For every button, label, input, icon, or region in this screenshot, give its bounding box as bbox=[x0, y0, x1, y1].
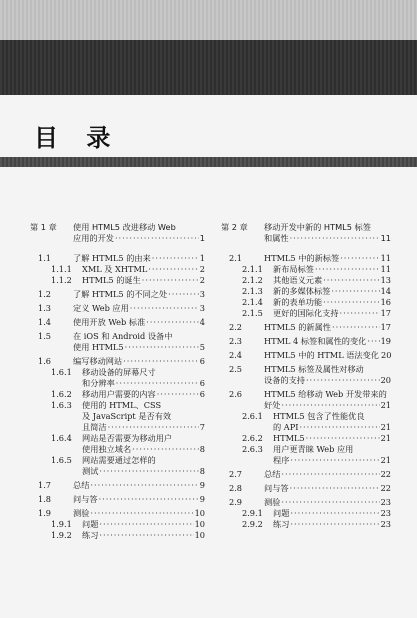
leader-dots bbox=[323, 297, 379, 308]
toc-entry-number: 1.1.2 bbox=[51, 275, 72, 285]
toc-entry-number: 1.5 bbox=[38, 331, 52, 341]
toc-entry-title: HTML5 标签及属性对移动 bbox=[264, 364, 364, 374]
toc-entry-number: 1.9.1 bbox=[51, 519, 72, 529]
toc-entry-title: 应用的开发 bbox=[73, 233, 114, 243]
toc-entry-title: 的 API bbox=[273, 422, 299, 432]
toc-entry-page: 3 bbox=[199, 303, 205, 313]
toc-entry-title: 及 JavaScript 是否有效 bbox=[82, 411, 172, 421]
toc-entry bbox=[221, 483, 391, 494]
toc-entry-title: HTML5 中的新标签 bbox=[264, 253, 340, 263]
toc-entry-page: 16 bbox=[380, 297, 391, 307]
toc-entry-number: 2.6 bbox=[229, 389, 243, 399]
toc-entry bbox=[221, 264, 391, 275]
toc-entry-title: 和属性 bbox=[264, 233, 289, 243]
toc-entry-title: 在 iOS 和 Android 设备中 bbox=[73, 331, 173, 341]
toc-entry-title: 问与答 bbox=[264, 483, 289, 493]
toc-entry-title: HTML5 给移动 Web 开发带来的 bbox=[264, 389, 387, 399]
leader-dots bbox=[331, 286, 379, 297]
toc-entry-number: 2.4 bbox=[229, 350, 243, 360]
toc-entry-title: 更好的国际化支持 bbox=[273, 308, 339, 318]
toc-entry-page: 22 bbox=[380, 469, 391, 479]
toc-entry-title: 好处 bbox=[264, 400, 281, 410]
toc-entry-title: 程序 bbox=[273, 455, 290, 465]
toc-entry-number: 2.1.1 bbox=[242, 264, 263, 274]
toc-entry bbox=[221, 286, 391, 297]
toc-entry-page: 8 bbox=[199, 466, 205, 476]
toc-entry-page: 23 bbox=[380, 519, 391, 529]
toc-entry-number: 1.9 bbox=[38, 508, 52, 518]
leader-dots bbox=[168, 289, 199, 300]
leader-dots bbox=[299, 422, 379, 433]
toc-entry bbox=[221, 322, 391, 333]
toc-entry bbox=[221, 411, 391, 433]
toc-entry-page: 8 bbox=[199, 444, 205, 454]
toc-entry-title: 新的表单功能 bbox=[273, 297, 323, 307]
toc-entry-number: 2.9 bbox=[229, 497, 243, 507]
toc-entry-title: 使用 HTML5 bbox=[73, 342, 124, 352]
toc-entry-number: 2.6.3 bbox=[242, 444, 263, 454]
toc-entry-page: 4 bbox=[199, 317, 205, 327]
toc-entry-page: 9 bbox=[199, 480, 205, 490]
leader-dots bbox=[157, 389, 199, 400]
toc-entry-number: 1.3 bbox=[38, 303, 52, 313]
toc-entry-title: 其他语义元素 bbox=[273, 275, 323, 285]
leader-dots bbox=[146, 317, 199, 328]
toc-entry bbox=[30, 519, 205, 530]
toc-entry-number: 1.6.5 bbox=[51, 455, 72, 465]
leader-dots bbox=[148, 264, 198, 275]
toc-entry-page: 20 bbox=[381, 350, 392, 360]
toc-entry-number: 2.1.2 bbox=[242, 275, 263, 285]
toc-entry-title: 使用的 HTML、CSS bbox=[82, 400, 162, 410]
leader-dots bbox=[108, 422, 199, 433]
leader-dots bbox=[125, 342, 199, 353]
toc-entry-number: 2.7 bbox=[229, 469, 243, 479]
toc-entry-page: 10 bbox=[194, 519, 205, 529]
toc-entry bbox=[30, 455, 205, 477]
toc-entry-title: HTML5 中的 HTML 语法变化 bbox=[264, 350, 379, 360]
toc-entry-number: 第 1 章 bbox=[30, 222, 57, 232]
toc-entry-title: 了解 HTML5 的不同之处 bbox=[73, 289, 168, 299]
toc-entry-page: 2 bbox=[199, 275, 205, 285]
toc-entry bbox=[30, 508, 205, 519]
toc-heading: 目 录 bbox=[34, 124, 121, 152]
toc-entry-title: 和分辨率 bbox=[82, 378, 115, 388]
toc-entry-title: 网站是否需要为移动用户 bbox=[82, 433, 173, 443]
leader-dots bbox=[281, 469, 379, 480]
toc-entry-number: 1.1 bbox=[38, 253, 52, 263]
toc-entry-page: 10 bbox=[194, 530, 205, 540]
toc-entry bbox=[30, 367, 205, 389]
toc-entry-page: 10 bbox=[194, 508, 205, 518]
leader-dots bbox=[306, 375, 380, 386]
toc-entry-title: 编写移动网站 bbox=[73, 356, 123, 366]
leader-dots bbox=[152, 253, 199, 264]
toc-entry-page: 21 bbox=[380, 422, 391, 432]
leader-dots bbox=[115, 233, 199, 244]
toc-entry bbox=[221, 469, 391, 480]
heading-rule bbox=[0, 157, 417, 167]
toc-entry-title: 使用 HTML5 改进移动 Web bbox=[73, 222, 176, 232]
toc-entry-page: 23 bbox=[380, 497, 391, 507]
toc-entry-page: 20 bbox=[380, 375, 391, 385]
toc-entry-title: 新布局标签 bbox=[273, 264, 314, 274]
leader-dots bbox=[290, 508, 379, 519]
toc-entry-number: 1.6.3 bbox=[51, 400, 72, 410]
toc-entry-number: 1.7 bbox=[38, 480, 52, 490]
toc-entry bbox=[30, 275, 205, 286]
toc-entry-title: 问题 bbox=[273, 508, 290, 518]
toc-entry bbox=[30, 480, 205, 491]
toc-entry-page: 22 bbox=[380, 483, 391, 493]
header-band-light bbox=[0, 0, 417, 40]
toc-entry-page: 19 bbox=[380, 336, 391, 346]
leader-dots bbox=[315, 264, 380, 275]
toc-entry-page: 9 bbox=[199, 494, 205, 504]
toc-entry-number: 1.1.1 bbox=[51, 264, 72, 274]
toc-entry-page: 1 bbox=[199, 253, 205, 263]
toc-entry-title: 定义 Web 应用 bbox=[73, 303, 129, 313]
toc-entry-number: 1.6 bbox=[38, 356, 52, 366]
toc-entry bbox=[30, 400, 205, 433]
toc-entry-number: 1.9.2 bbox=[51, 530, 72, 540]
toc-entry bbox=[221, 497, 391, 508]
leader-dots bbox=[90, 480, 198, 491]
toc-entry-title: 练习 bbox=[82, 530, 99, 540]
leader-dots bbox=[290, 519, 379, 530]
toc-entry-number: 2.6.1 bbox=[242, 411, 263, 421]
toc-entry-title: 总结 bbox=[264, 469, 281, 479]
leader-dots bbox=[142, 275, 199, 286]
leader-dots bbox=[367, 336, 379, 347]
leader-dots bbox=[132, 444, 199, 455]
toc-entry-number: 2.9.1 bbox=[242, 508, 263, 518]
toc-entry bbox=[221, 222, 391, 244]
toc-entry-title: 测验 bbox=[73, 508, 90, 518]
leader-dots bbox=[116, 378, 199, 389]
toc-entry-page: 6 bbox=[199, 378, 205, 388]
leader-dots bbox=[290, 455, 379, 466]
toc-entry-page: 17 bbox=[380, 322, 391, 332]
toc-entry-number: 1.4 bbox=[38, 317, 52, 327]
toc-entry bbox=[221, 433, 391, 444]
leader-dots bbox=[281, 497, 379, 508]
toc-entry bbox=[30, 253, 205, 264]
toc-entry-page: 3 bbox=[199, 289, 205, 299]
toc-entry-page: 17 bbox=[380, 308, 391, 318]
toc-entry-title: 练习 bbox=[273, 519, 290, 529]
toc-entry-number: 2.1 bbox=[229, 253, 243, 263]
leader-dots bbox=[306, 433, 380, 444]
toc-entry-title: 测试 bbox=[82, 466, 99, 476]
toc-entry-number: 2.9.2 bbox=[242, 519, 263, 529]
leader-dots bbox=[281, 400, 379, 411]
toc-entry-page: 5 bbox=[199, 342, 205, 352]
toc-entry-number: 2.5 bbox=[229, 364, 243, 374]
toc-entry-page: 23 bbox=[380, 508, 391, 518]
toc-entry bbox=[30, 433, 205, 455]
toc-entry bbox=[30, 331, 205, 353]
leader-dots bbox=[290, 233, 380, 244]
leader-dots bbox=[99, 494, 199, 505]
toc-entry bbox=[221, 308, 391, 319]
leader-dots bbox=[340, 308, 380, 319]
toc-entry-title: 使用独立域名 bbox=[82, 444, 132, 454]
toc-entry-title: 移动设备的屏幕尺寸 bbox=[82, 367, 156, 377]
toc-entry-title: 问题 bbox=[82, 519, 99, 529]
toc-entry-number: 1.8 bbox=[38, 494, 52, 504]
toc-entry-title: 问与答 bbox=[73, 494, 98, 504]
toc-entry-title: 新的多媒体标签 bbox=[273, 286, 331, 296]
toc-entry-number: 2.3 bbox=[229, 336, 243, 346]
leader-dots bbox=[340, 253, 379, 264]
toc-entry bbox=[30, 317, 205, 328]
toc-entry-number: 1.2 bbox=[38, 289, 52, 299]
toc-entry bbox=[221, 508, 391, 519]
toc-entry bbox=[30, 356, 205, 367]
toc-entry-page: 7 bbox=[199, 422, 205, 432]
toc-entry-page: 1 bbox=[199, 233, 205, 243]
toc-entry-number: 第 2 章 bbox=[221, 222, 248, 232]
leader-dots bbox=[90, 508, 193, 519]
toc-entry-title: HTML5 的新属性 bbox=[264, 322, 331, 332]
toc-entry-title: 使用开放 Web 标准 bbox=[73, 317, 146, 327]
toc-entry-page: 11 bbox=[380, 253, 391, 263]
toc-entry bbox=[30, 389, 205, 400]
toc-entry-title: 用户更青睐 Web 应用 bbox=[273, 444, 354, 454]
toc-entry bbox=[221, 350, 391, 361]
toc-entry bbox=[221, 253, 391, 264]
header-band-dark bbox=[0, 40, 417, 95]
leader-dots bbox=[130, 303, 199, 314]
toc-entry-number: 1.6.1 bbox=[51, 367, 72, 377]
toc-entry bbox=[221, 389, 391, 411]
toc-column-right bbox=[221, 222, 391, 530]
toc-entry-number: 2.1.5 bbox=[242, 308, 263, 318]
leader-dots bbox=[99, 466, 198, 477]
toc-entry bbox=[30, 264, 205, 275]
toc-entry-page: 6 bbox=[199, 356, 205, 366]
toc-entry-page: 21 bbox=[380, 433, 391, 443]
toc-entry-title: HTML5 的诞生 bbox=[82, 275, 141, 285]
toc-entry-number: 2.6.2 bbox=[242, 433, 263, 443]
toc-column-left bbox=[30, 222, 205, 541]
toc-entry-number: 2.1.4 bbox=[242, 297, 263, 307]
toc-entry-title: 了解 HTML5 的由来 bbox=[73, 253, 151, 263]
toc-entry bbox=[221, 336, 391, 347]
toc-entry-title: XML 及 XHTML bbox=[82, 264, 148, 274]
toc-entry bbox=[30, 530, 205, 541]
toc-entry-title: 移动开发中新的 HTML5 标签 bbox=[264, 222, 371, 232]
toc-entry-title: HTML5 bbox=[273, 433, 305, 443]
toc-entry-page: 21 bbox=[380, 455, 391, 465]
toc-entry bbox=[221, 275, 391, 286]
toc-entry-page: 14 bbox=[380, 286, 391, 296]
toc-entry-number: 2.8 bbox=[229, 483, 243, 493]
toc-entry bbox=[30, 303, 205, 314]
toc-entry bbox=[221, 444, 391, 466]
toc-entry-title: 且简洁 bbox=[82, 422, 107, 432]
toc-entry-title: HTML5 包含了性能优良 bbox=[273, 411, 365, 421]
toc-entry-page: 21 bbox=[380, 400, 391, 410]
leader-dots bbox=[99, 530, 193, 541]
toc-entry-page: 2 bbox=[199, 264, 205, 274]
toc-entry-title: 测验 bbox=[264, 497, 281, 507]
toc-entry bbox=[30, 222, 205, 244]
toc-entry-title: 网站需要通过怎样的 bbox=[82, 455, 156, 465]
toc-entry-number: 1.6.2 bbox=[51, 389, 72, 399]
toc-entry-number: 2.2 bbox=[229, 322, 243, 332]
toc-entry-number: 2.1.3 bbox=[242, 286, 263, 296]
leader-dots bbox=[123, 356, 199, 367]
toc-entry-page: 13 bbox=[380, 275, 391, 285]
toc-entry-number: 1.6.4 bbox=[51, 433, 72, 443]
leader-dots bbox=[332, 322, 380, 333]
leader-dots bbox=[290, 483, 380, 494]
toc-entry bbox=[221, 519, 391, 530]
toc-entry-page: 11 bbox=[380, 233, 391, 243]
toc-entry-page: 11 bbox=[380, 264, 391, 274]
toc-entry bbox=[30, 494, 205, 505]
toc-entry-title: 移动用户需要的内容 bbox=[82, 389, 156, 399]
toc-entry-page: 6 bbox=[199, 389, 205, 399]
toc-entry bbox=[30, 289, 205, 300]
toc-entry-title: 总结 bbox=[73, 480, 90, 490]
toc-entry bbox=[221, 297, 391, 308]
leader-dots bbox=[323, 275, 379, 286]
toc-entry bbox=[221, 364, 391, 386]
leader-dots bbox=[99, 519, 193, 530]
toc-entry-title: HTML 4 标签和属性的变化 bbox=[264, 336, 367, 346]
toc-entry-title: 设备的支持 bbox=[264, 375, 305, 385]
